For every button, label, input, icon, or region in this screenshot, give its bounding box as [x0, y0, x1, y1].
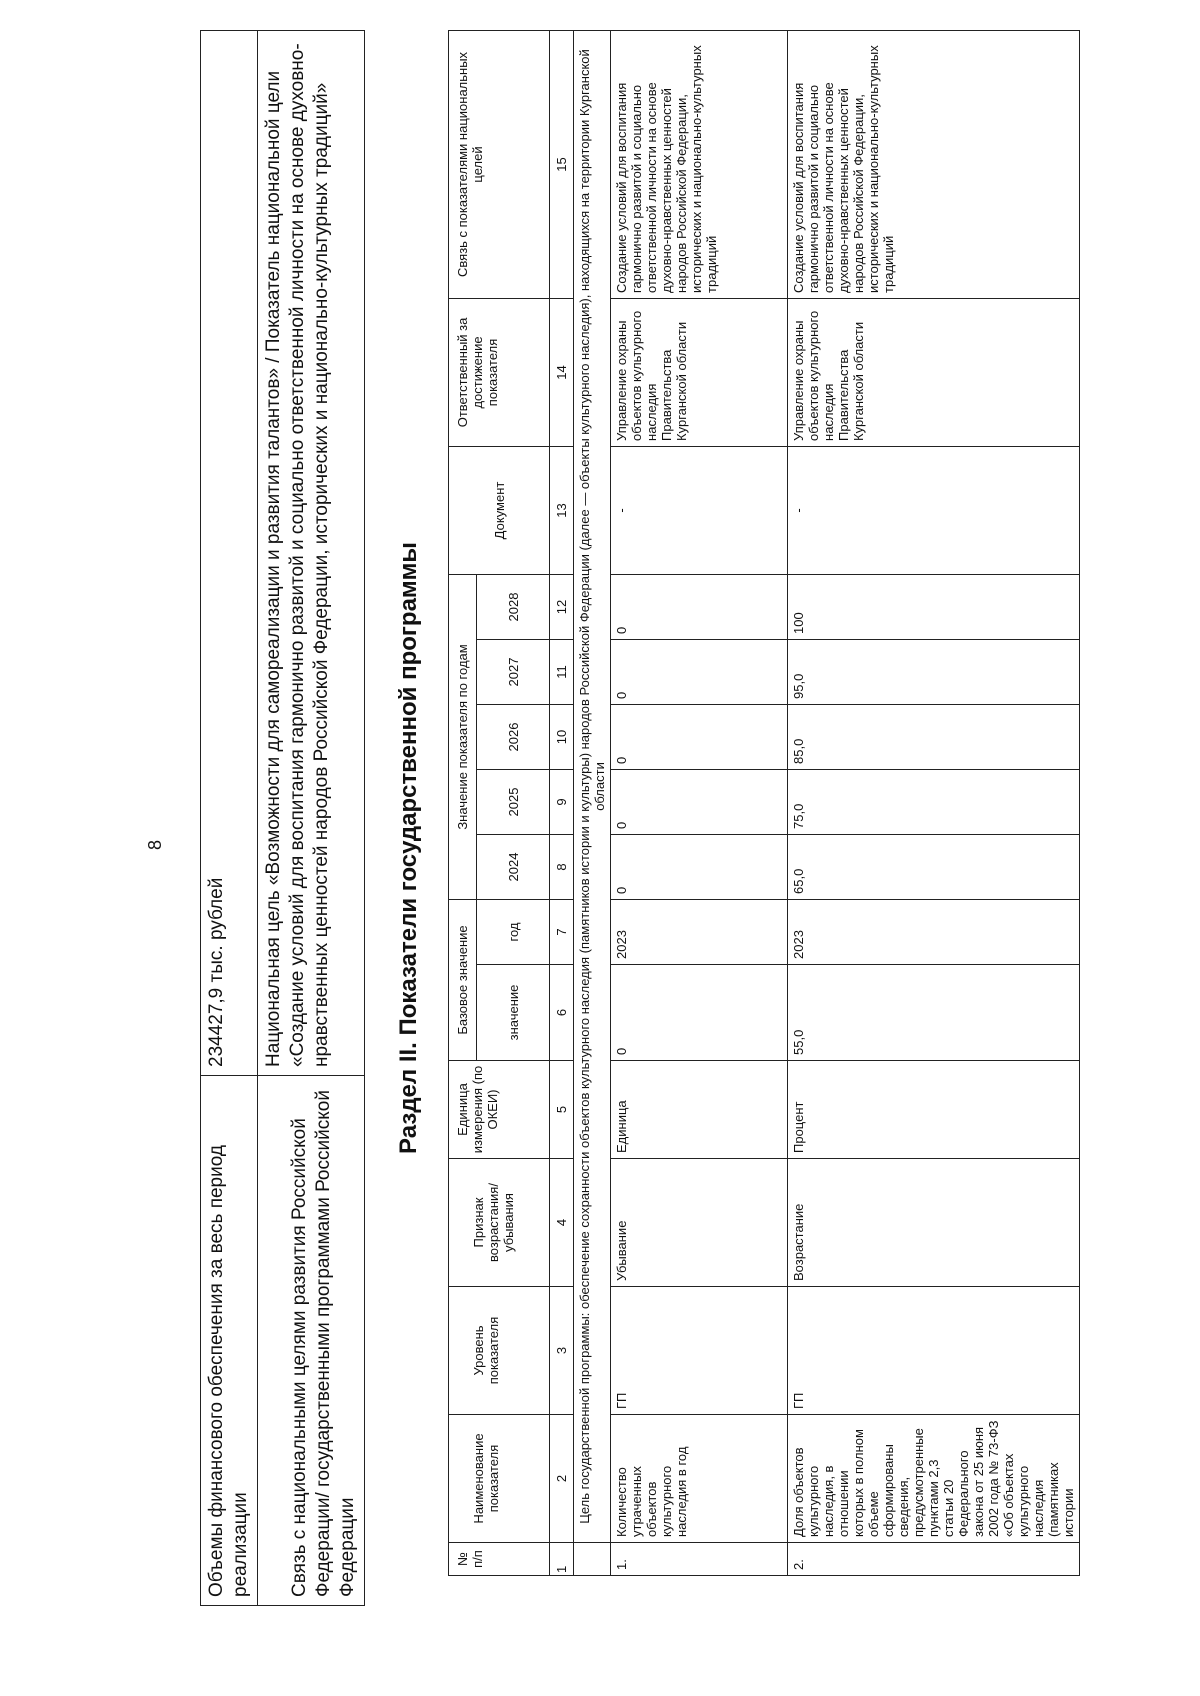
- passport-value: 234427,9 тыс. рублей: [201, 31, 258, 1076]
- row-value: 0: [611, 770, 788, 835]
- header-base: Базовое значение: [449, 900, 477, 1061]
- row-sign: Убывание: [611, 1159, 788, 1287]
- goal-spacer: [574, 1543, 611, 1576]
- column-number: 5: [550, 1061, 574, 1159]
- header-base-value: значение: [477, 965, 550, 1061]
- passport-row-national-goals: [258, 31, 365, 1606]
- row-value: 0: [611, 835, 788, 900]
- header-link: Связь с показателями национальных целей: [449, 30, 550, 298]
- header-row-1: [449, 30, 477, 1575]
- row-name: Доля объектов культурного наследия, в отношении которых в полном объеме сформированы сведения, предусмотренные пунктами 2,3 статьи 20 Федерального закона от 25 июня 2002 года № 73-ФЗ «Об объектах культурного наследия (памятниках истории: [788, 1415, 1080, 1543]
- column-numbers-row: [550, 30, 574, 1575]
- row-link: Создание условий для воспитания гармонично развитой и социально ответственной личности на основе духовно-нравственных ценностей народов Российской Федерации, исторических и национально-культурных традиций: [788, 30, 1080, 298]
- row-value: 95,0: [788, 640, 1080, 705]
- row-value: 85,0: [788, 705, 1080, 770]
- column-number: 1: [550, 1543, 574, 1576]
- header-responsible: Ответственный за достижение показателя: [449, 298, 550, 446]
- row-name: Количество утраченных объектов культурного наследия в год: [611, 1415, 788, 1543]
- row-document: -: [788, 446, 1080, 574]
- row-sign: Возрастание: [788, 1159, 1080, 1287]
- row-value: 75,0: [788, 770, 1080, 835]
- goal-row: [574, 30, 611, 1575]
- column-number: 3: [550, 1287, 574, 1415]
- row-value: 65,0: [788, 835, 1080, 900]
- header-year: 2025: [477, 770, 550, 835]
- row-unit: Единица: [611, 1061, 788, 1159]
- column-number: 9: [550, 770, 574, 835]
- row-document: -: [611, 446, 788, 574]
- indicators-table: [448, 30, 1080, 1576]
- section-title: Раздел II. Показатели государственной программы: [395, 542, 422, 1154]
- column-number: 13: [550, 446, 574, 574]
- column-number: 15: [550, 30, 574, 298]
- passport-label: Связь с национальными целями развития Российской Федерации/ государственными программами Российской Федерации: [258, 1076, 365, 1606]
- row-base-value: 55,0: [788, 965, 1080, 1061]
- column-number: 10: [550, 705, 574, 770]
- column-number: 11: [550, 640, 574, 705]
- header-level: Уровень показателя: [449, 1287, 550, 1415]
- header-year: 2028: [477, 574, 550, 639]
- row-base-year: 2023: [788, 900, 1080, 965]
- row-unit: Процент: [788, 1061, 1080, 1159]
- row-base-value: 0: [611, 965, 788, 1061]
- goal-text: Цель государственной программы: обеспечение сохранности объектов культурного наследия (памятников истории и культуры) народов Российской Федерации (далее — объекты культурного наследия), находящихся на территории Курганской области: [574, 30, 611, 1542]
- header-year: 2027: [477, 640, 550, 705]
- table-row: [788, 30, 1080, 1575]
- header-base-year: год: [477, 900, 550, 965]
- column-number: 4: [550, 1159, 574, 1287]
- header-name: Наименование показателя: [449, 1415, 550, 1543]
- column-number: 2: [550, 1415, 574, 1543]
- row-value: 0: [611, 705, 788, 770]
- passport-label: Объемы финансового обеспечения за весь период реализации: [201, 1076, 258, 1606]
- row-value: 0: [611, 574, 788, 639]
- row-link: Создание условий для воспитания гармонично развитой и социально ответственной личности на основе духовно-нравственных ценностей народов Российской Федерации, исторических и национально-культурных традиций: [611, 30, 788, 298]
- header-num: № п/п: [449, 1543, 550, 1576]
- passport-table: [200, 30, 365, 1606]
- page-number: 8: [145, 840, 165, 851]
- column-number: 7: [550, 900, 574, 965]
- row-level: ГП: [611, 1287, 788, 1415]
- row-responsible: Управление охраны объектов культурного наследия Правительства Курганской области: [788, 298, 1080, 446]
- row-base-year: 2023: [611, 900, 788, 965]
- header-document: Документ: [449, 446, 550, 574]
- column-number: 8: [550, 835, 574, 900]
- passport-row-financing: [201, 31, 258, 1606]
- row-value: 100: [788, 574, 1080, 639]
- header-year: 2024: [477, 835, 550, 900]
- table-row: [611, 30, 788, 1575]
- row-responsible: Управление охраны объектов культурного наследия Правительства Курганской области: [611, 298, 788, 446]
- header-unit: Единица измерения (по ОКЕИ): [449, 1061, 550, 1159]
- row-level: ГП: [788, 1287, 1080, 1415]
- header-year: 2026: [477, 705, 550, 770]
- header-values-by-year: Значение показателя по годам: [449, 574, 477, 899]
- row-value: 0: [611, 640, 788, 705]
- column-number: 14: [550, 298, 574, 446]
- row-num: 1.: [611, 1543, 788, 1576]
- row-num: 2.: [788, 1543, 1080, 1576]
- column-number: 12: [550, 574, 574, 639]
- header-sign: Признак возрастания/ убывания: [449, 1159, 550, 1287]
- passport-value: Национальная цель «Возможности для самореализации и развития талантов» / Показатель национальной цели «Создание условий для воспитания гармонично развитой и социально ответственной личности на основе духовно-нравственных ценностей народов Российской Федерации, исторических и национально-культурных традиций»: [258, 31, 365, 1076]
- column-number: 6: [550, 965, 574, 1061]
